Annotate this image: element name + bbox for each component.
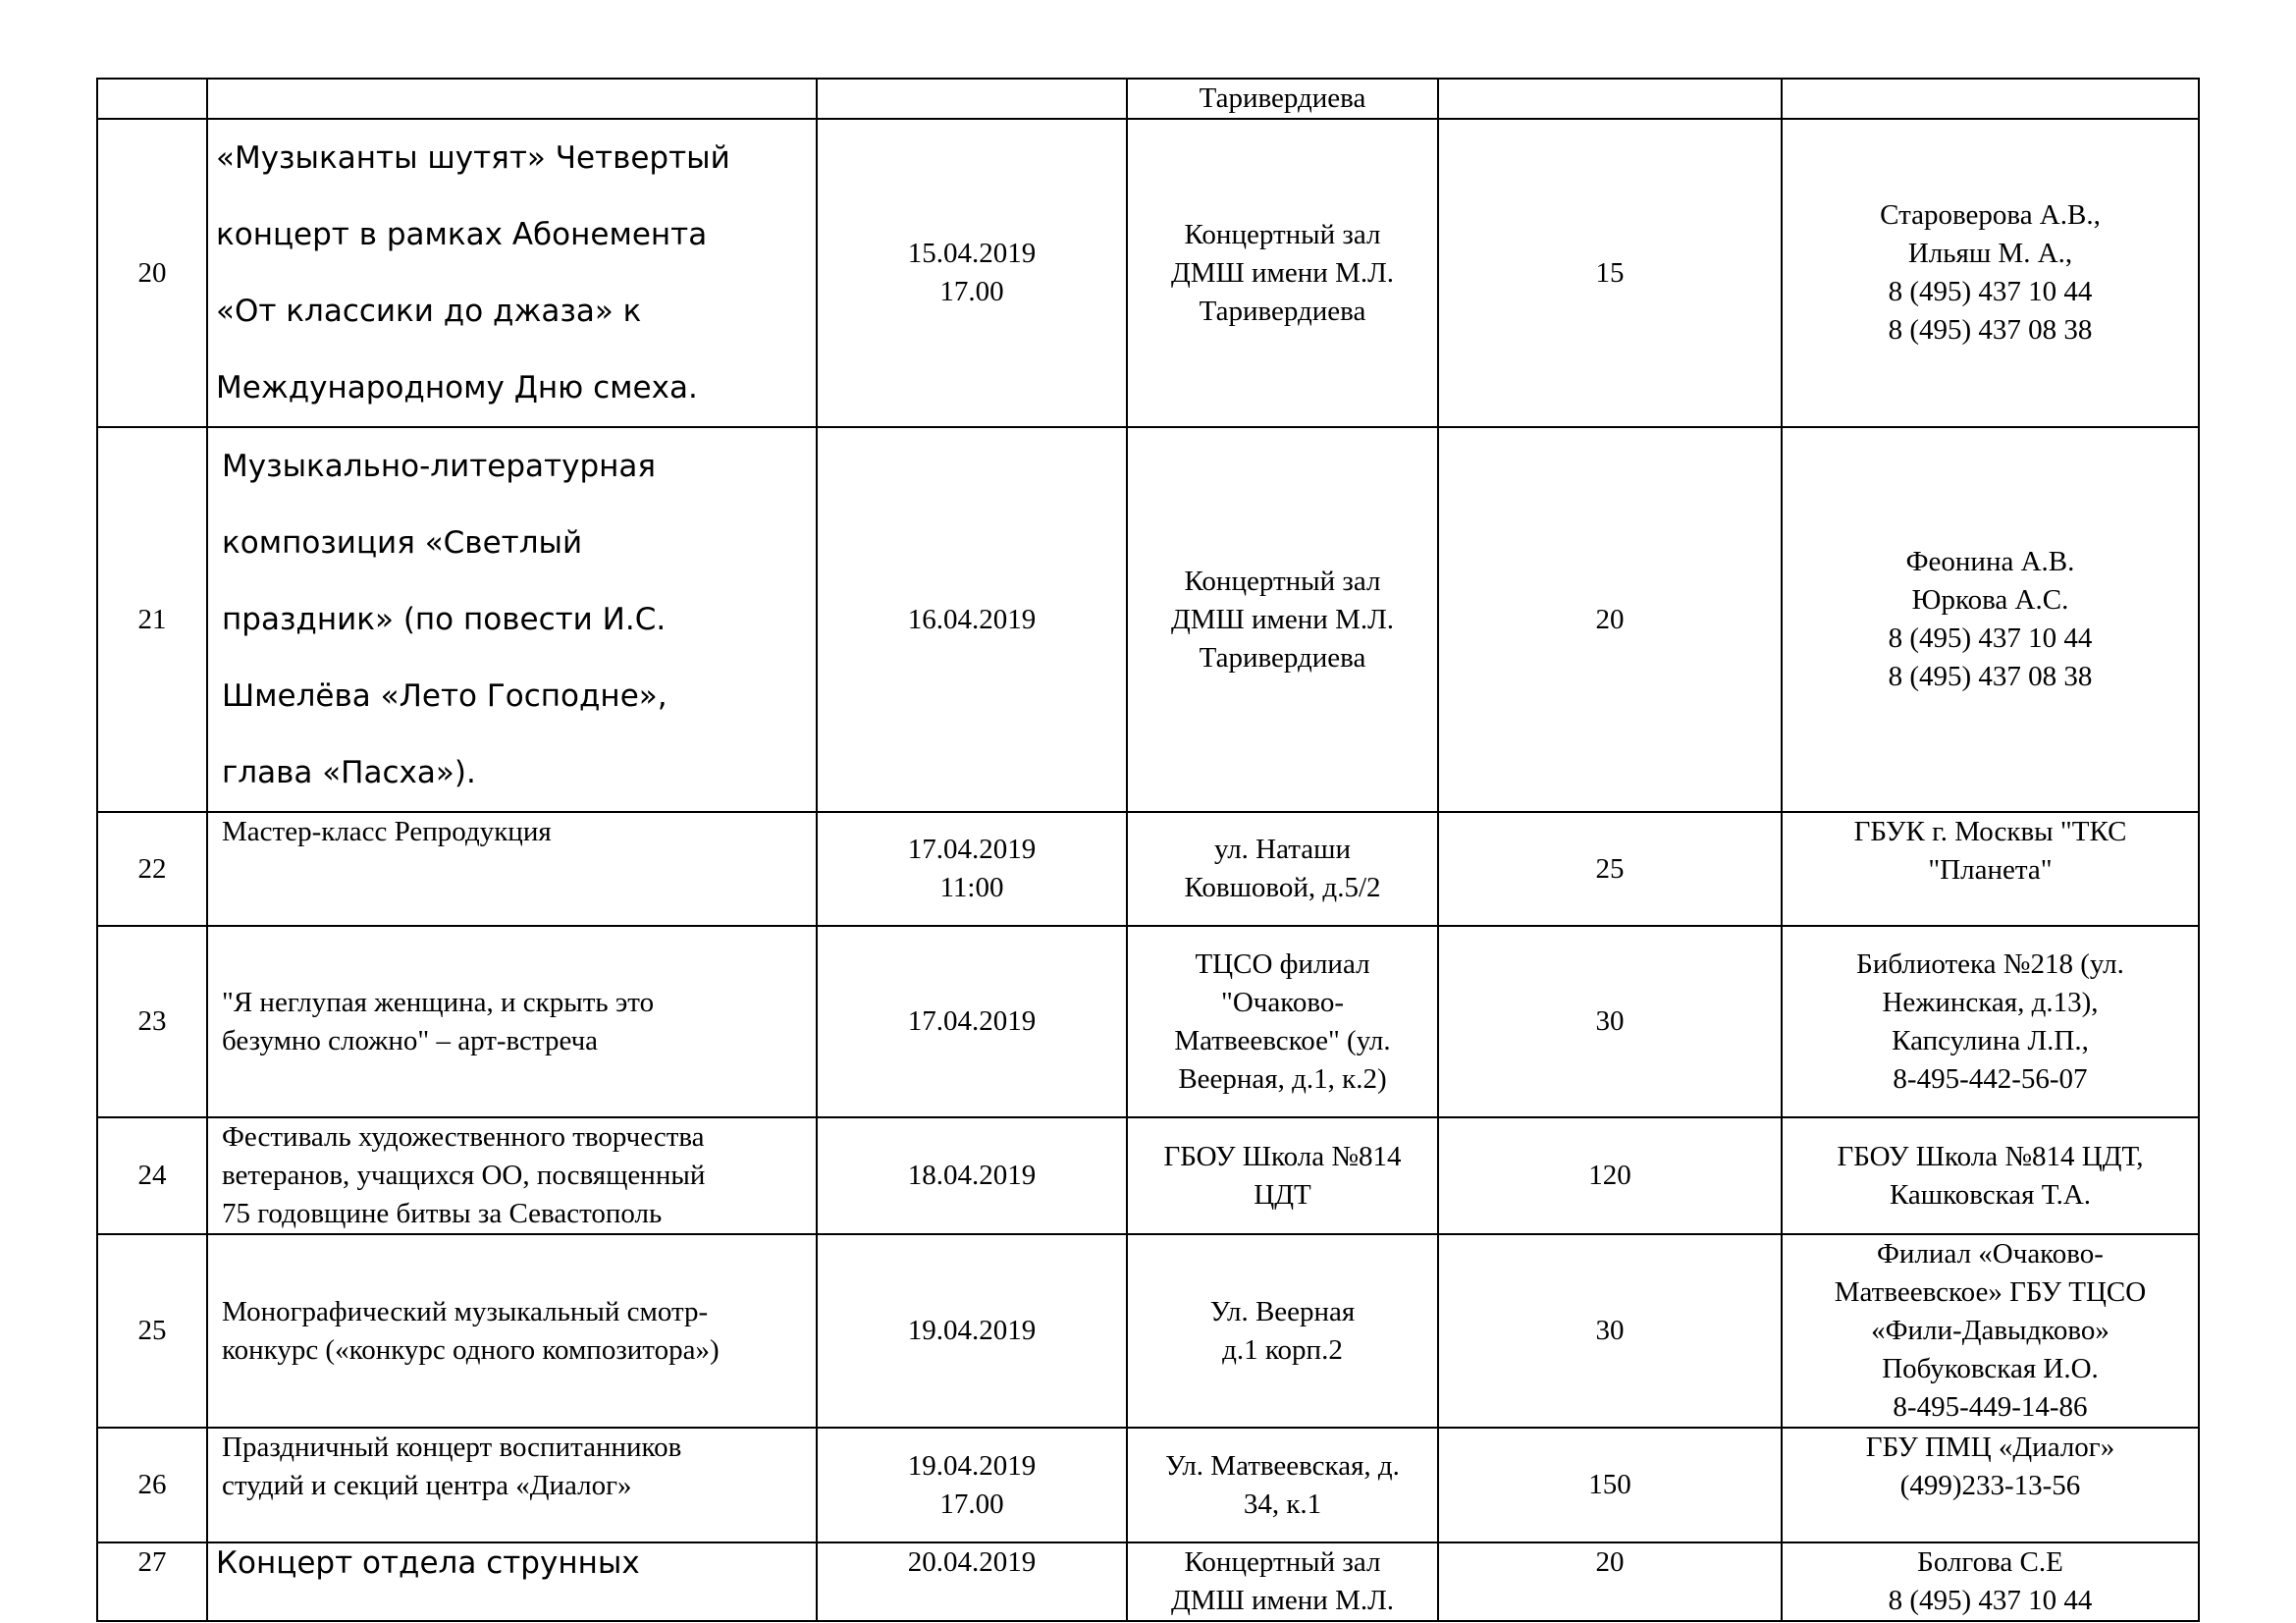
time-line: 17.00 [939, 276, 1004, 307]
cell-event [207, 427, 817, 812]
date-line: 18.04.2019 [907, 1160, 1037, 1191]
cell-participants: 150 [1438, 1428, 1782, 1542]
contact-line: Болгова С.Е [1917, 1546, 2063, 1578]
cell-place [1127, 1117, 1438, 1234]
place-line: Концертный зал [1184, 218, 1381, 250]
cell-contact [1782, 1542, 2199, 1621]
contact-line: Староверова А.В., [1880, 199, 2101, 231]
cell-date [817, 1117, 1127, 1234]
cell-place [1127, 1428, 1438, 1542]
date-line: 17.04.2019 [907, 834, 1037, 865]
cell-number: 25 [97, 1234, 207, 1428]
contact-line: ГБОУ Школа №814 ЦДТ, [1837, 1140, 2144, 1172]
contact-line: 8 (495) 437 10 44 [1888, 1585, 2093, 1616]
cell-participants: 30 [1438, 1234, 1782, 1428]
cell-date [817, 926, 1127, 1117]
event-line: Концерт отдела струнных [216, 1545, 640, 1581]
contact-line: Библиотека №218 (ул. [1856, 947, 2124, 980]
place-line: ГБОУ Школа №814 [1163, 1140, 1402, 1172]
cell-event [207, 1234, 817, 1428]
cell-contact [1782, 1234, 2199, 1428]
place-line: Таривердиева [1199, 641, 1366, 674]
contact-line: 8-495-449-14-86 [1893, 1391, 2088, 1423]
date-line: 16.04.2019 [907, 603, 1037, 635]
event-line: Международному Дню смеха. [216, 370, 698, 406]
cell-date [817, 427, 1127, 812]
place-line: Матвеевское" (ул. [1174, 1024, 1391, 1056]
event-line: Музыкально-литературная [222, 449, 657, 484]
table-row [97, 1542, 2199, 1621]
event-line: «Музыканты шутят» Четвертый [216, 140, 730, 176]
cell-number: 24 [97, 1117, 207, 1234]
cell-contact [1782, 79, 2199, 119]
contact-line: (499)233-13-56 [1899, 1470, 2081, 1501]
cell-number: 26 [97, 1428, 207, 1542]
cell-participants: 20 [1438, 427, 1782, 812]
contact-line: Капсулина Л.П., [1892, 1024, 2089, 1056]
event-line: ветеранов, учащихся ОО, посвященный [222, 1160, 706, 1191]
table-row [97, 1234, 2199, 1428]
table-row [97, 926, 2199, 1117]
cell-event [207, 1428, 817, 1542]
event-line: студий и секций центра «Диалог» [222, 1470, 632, 1501]
contact-line: 8 (495) 437 10 44 [1888, 622, 2093, 654]
place-line: Таривердиева [1199, 82, 1366, 114]
contact-line: 8 (495) 437 08 38 [1888, 661, 2093, 692]
place-line: "Очаково- [1220, 986, 1344, 1018]
cell-place [1127, 79, 1438, 119]
cell-participants: 15 [1438, 119, 1782, 427]
cell-contact [1782, 1428, 2199, 1542]
event-line: безумно сложно" – арт-встреча [222, 1024, 599, 1056]
cell-number: 21 [97, 427, 207, 812]
place-line: ДМШ имени М.Л. [1170, 1585, 1395, 1616]
cell-number [97, 79, 207, 119]
cell-participants: 25 [1438, 812, 1782, 926]
date-line: 20.04.2019 [907, 1546, 1037, 1578]
table-row [97, 427, 2199, 812]
contact-line: Филиал «Очаково- [1877, 1238, 2104, 1270]
contact-line: Побуковская И.О. [1882, 1353, 2099, 1384]
cell-date [817, 1428, 1127, 1542]
event-line: Праздничный концерт воспитанников [222, 1432, 682, 1463]
cell-contact [1782, 427, 2199, 812]
table-row [97, 1117, 2199, 1234]
cell-event [207, 1542, 817, 1621]
table-row [97, 812, 2199, 926]
cell-event [207, 79, 817, 119]
date-line: 15.04.2019 [907, 238, 1037, 269]
event-line: "Я неглупая женщина, и скрыть это [222, 986, 655, 1018]
cell-date [817, 1234, 1127, 1428]
contact-line: Кашковская Т.А. [1889, 1178, 2092, 1211]
event-line: композиция «Светлый [222, 525, 583, 561]
place-line: Ковшовой, д.5/2 [1184, 872, 1381, 903]
event-line: Мастер-класс Репродукция [222, 816, 552, 847]
place-line: Концертный зал [1184, 1546, 1381, 1578]
cell-date [817, 1542, 1127, 1621]
contact-line: Феонина А.В. [1905, 546, 2075, 577]
cell-number: 22 [97, 812, 207, 926]
cell-contact [1782, 1117, 2199, 1234]
event-line: концерт в рамках Абонемента [216, 217, 708, 252]
event-line: «От классики до джаза» к [216, 294, 642, 329]
cell-participants [1438, 79, 1782, 119]
contact-line: "Планета" [1928, 854, 2053, 886]
place-line: Таривердиева [1199, 295, 1366, 327]
place-line: Ул. Матвеевская, д. [1165, 1449, 1400, 1482]
date-line: 19.04.2019 [907, 1315, 1037, 1346]
cell-participants: 30 [1438, 926, 1782, 1117]
place-line: ДМШ имени М.Л. [1170, 603, 1395, 635]
place-line: 34, к.1 [1243, 1488, 1322, 1520]
place-line: ДМШ имени М.Л. [1170, 256, 1395, 289]
contact-line: 8-495-442-56-07 [1893, 1062, 2088, 1095]
cell-date [817, 119, 1127, 427]
place-line: Веерная, д.1, к.2) [1178, 1062, 1387, 1095]
place-line: д.1 корп.2 [1222, 1333, 1343, 1366]
events-table [96, 78, 2200, 1622]
cell-date [817, 79, 1127, 119]
time-line: 17.00 [939, 1488, 1004, 1520]
cell-number: 23 [97, 926, 207, 1117]
event-line: глава «Пасха»). [222, 755, 476, 790]
place-line: ЦДТ [1254, 1178, 1311, 1211]
table-row [97, 79, 2199, 119]
cell-contact [1782, 812, 2199, 926]
event-line: Монографический музыкальный смотр- [222, 1295, 709, 1327]
cell-event [207, 119, 817, 427]
cell-participants: 120 [1438, 1117, 1782, 1234]
date-line: 19.04.2019 [907, 1449, 1037, 1482]
contact-line: ГБУК г. Москвы "ТКС [1853, 816, 2127, 847]
place-line: Концертный зал [1184, 565, 1381, 597]
contact-line: Юркова А.С. [1911, 584, 2069, 616]
cell-contact [1782, 119, 2199, 427]
cell-event [207, 926, 817, 1117]
event-line: праздник» (по повести И.С. [222, 602, 667, 637]
cell-number: 27 [97, 1542, 207, 1621]
event-line: Фестиваль художественного творчества [222, 1121, 705, 1153]
cell-event [207, 812, 817, 926]
contact-line: «Фили-Давыдково» [1871, 1315, 2109, 1346]
cell-event [207, 1117, 817, 1234]
cell-participants: 20 [1438, 1542, 1782, 1621]
event-line: 75 годовщине битвы за Севастополь [222, 1198, 663, 1229]
contact-line: Нежинская, д.13), [1882, 986, 2099, 1018]
place-line: ул. Наташи [1213, 834, 1351, 865]
cell-contact [1782, 926, 2199, 1117]
cell-place [1127, 119, 1438, 427]
cell-date [817, 812, 1127, 926]
cell-place [1127, 812, 1438, 926]
cell-place [1127, 1542, 1438, 1621]
contact-line: Ильяш М. А., [1907, 238, 2073, 269]
contact-line: 8 (495) 437 08 38 [1888, 314, 2093, 346]
cell-place [1127, 427, 1438, 812]
table-row [97, 1428, 2199, 1542]
contact-line: Матвеевское» ГБУ ТЦСО [1834, 1276, 2147, 1308]
contact-line: ГБУ ПМЦ «Диалог» [1865, 1432, 2115, 1463]
cell-place [1127, 1234, 1438, 1428]
time-line: 11:00 [939, 872, 1004, 903]
cell-place [1127, 926, 1438, 1117]
event-line: конкурс («конкурс одного композитора») [222, 1333, 720, 1366]
place-line: ТЦСО филиал [1195, 947, 1370, 980]
event-line: Шмелёва «Лето Господне», [222, 678, 667, 714]
cell-number: 20 [97, 119, 207, 427]
contact-line: 8 (495) 437 10 44 [1888, 276, 2093, 307]
place-line: Ул. Веерная [1209, 1295, 1356, 1327]
table-row [97, 119, 2199, 427]
date-line: 17.04.2019 [907, 1005, 1037, 1037]
